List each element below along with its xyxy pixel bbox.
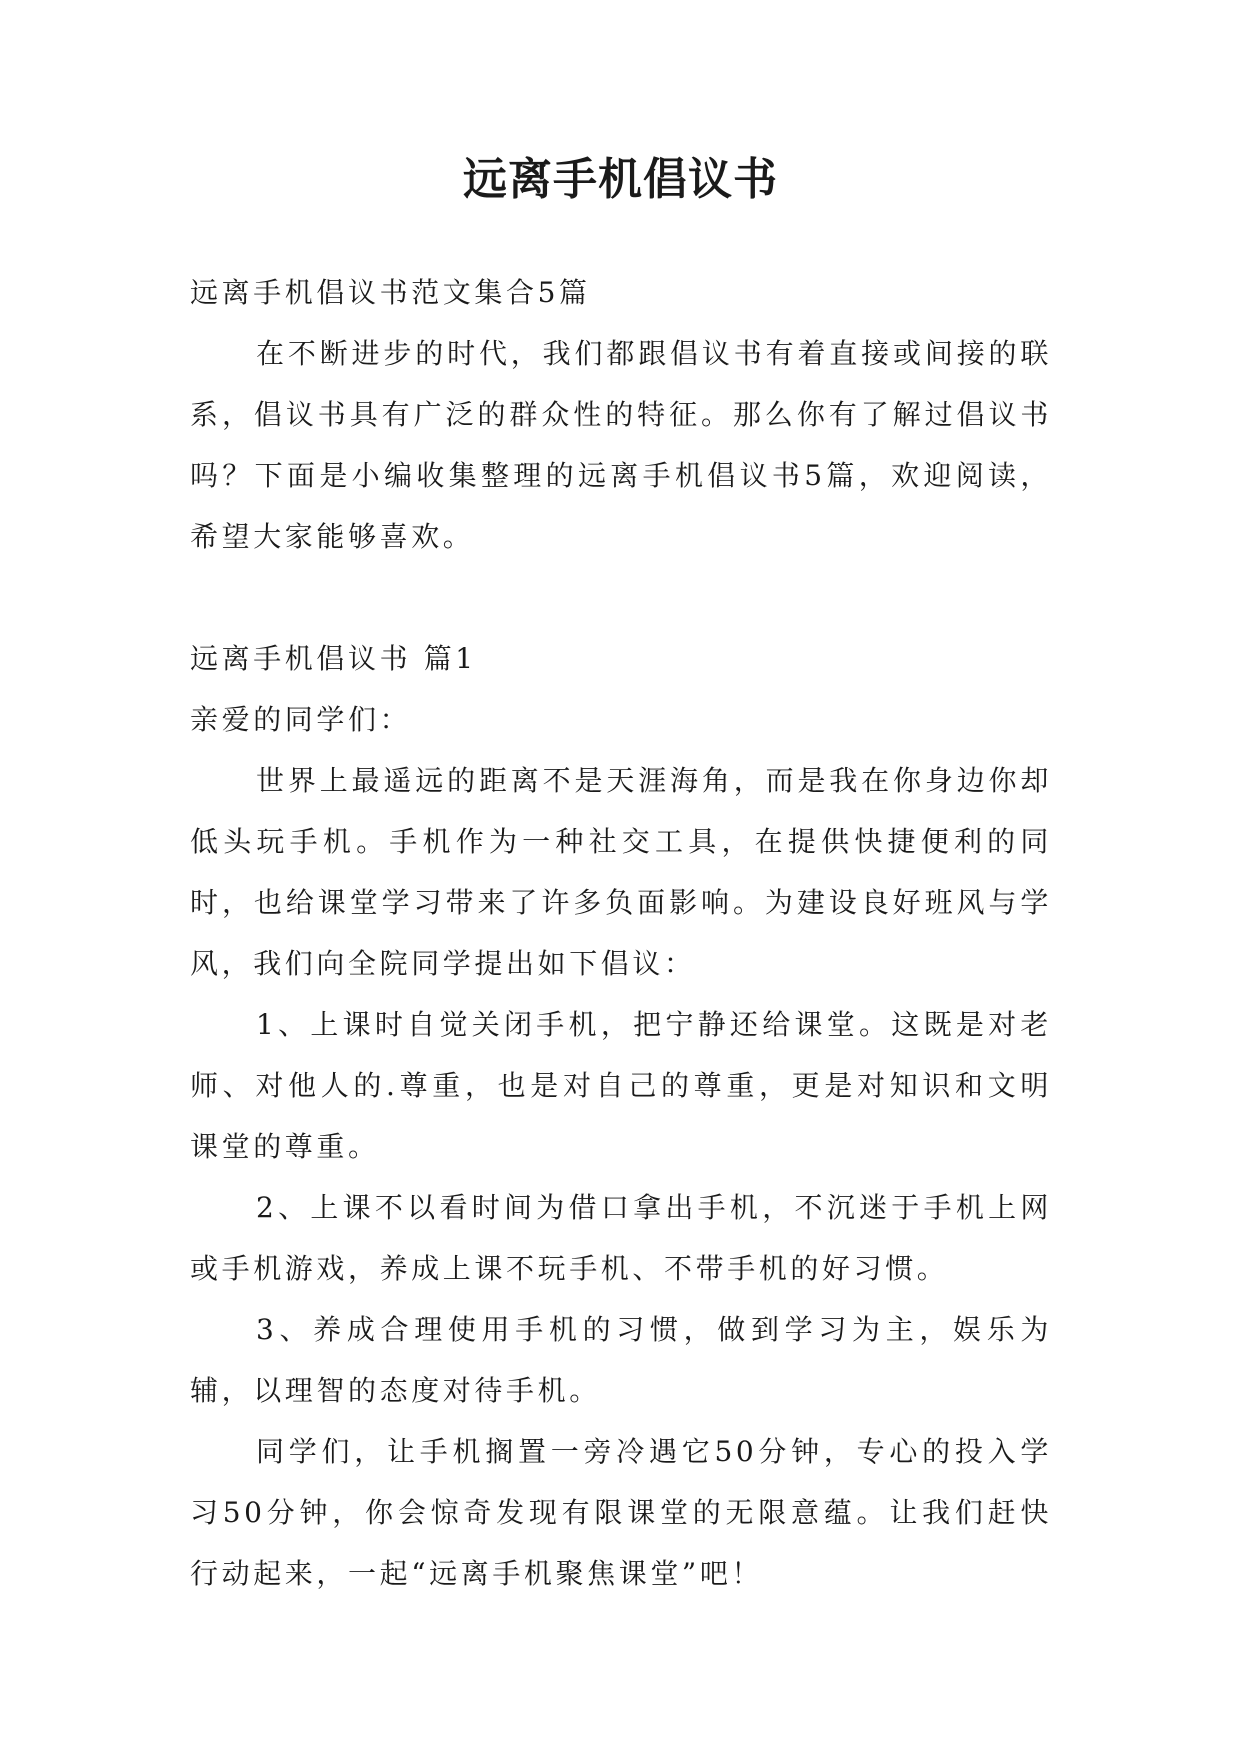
proposal-item-1: 1、上课时自觉关闭手机，把宁静还给课堂。这既是对老师、对他人的.尊重，也是对自己的尊重，更是对知识和文明课堂的尊重。 <box>190 1008 1052 1163</box>
section-heading: 远离手机倡议书 篇1 <box>190 642 477 675</box>
body-paragraph: 世界上最遥远的距离不是天涯海角，而是我在你身边你却低头玩手机。手机作为一种社交工具，在提供快捷便利的同时，也给课堂学习带来了许多负面影响。为建设良好班风与学风，我们向全院同学提出如下倡议： <box>190 764 1052 980</box>
proposal-item-2: 2、上课不以看时间为借口拿出手机，不沉迷于手机上网或手机游戏，养成上课不玩手机、不带手机的好习惯。 <box>190 1191 1052 1285</box>
intro-paragraph: 在不断进步的时代，我们都跟倡议书有着直接或间接的联系，倡议书具有广泛的群众性的特征。那么你有了解过倡议书吗？下面是小编收集整理的远离手机倡议书5篇，欢迎阅读，希望大家能够喜欢。 <box>190 337 1052 553</box>
salutation: 亲爱的同学们： <box>190 703 412 736</box>
document-body <box>190 262 1052 1604</box>
document-subtitle: 远离手机倡议书范文集合5篇 <box>190 276 591 309</box>
document-title: 远离手机倡议书 <box>463 154 778 205</box>
proposal-item-3: 3、养成合理使用手机的习惯，做到学习为主，娱乐为辅，以理智的态度对待手机。 <box>190 1313 1052 1407</box>
closing-paragraph: 同学们，让手机搁置一旁冷遇它50分钟，专心的投入学习50分钟，你会惊奇发现有限课堂的无限意蕴。让我们赶快行动起来，一起“远离手机聚焦课堂”吧！ <box>190 1435 1052 1590</box>
paragraph-gap <box>190 567 1052 628</box>
